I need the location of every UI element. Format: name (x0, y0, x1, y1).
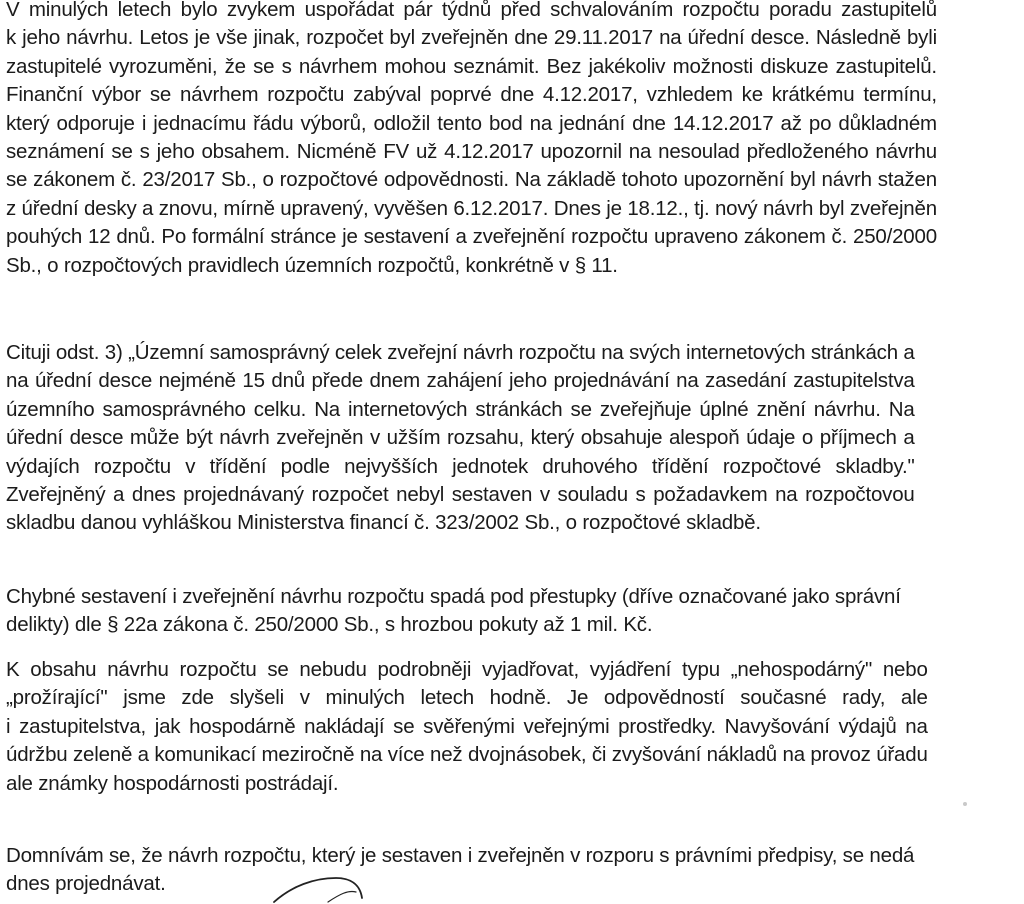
text-line: na úřední desce nejméně 15 dnů přede dnem zahájení jeho projednávání na zasedání zastupitelstva (6, 369, 915, 393)
paragraph-conclusion (6, 842, 914, 899)
text-line: ale známky hospodárnosti postrádají. (6, 771, 339, 795)
text-line: delikty) dle § 22a zákona č. 250/2000 Sb., s hrozbou pokuty až 1 mil. Kč. (6, 613, 653, 637)
text-line: K obsahu návrhu rozpočtu se nebudu podrobněji vyjadřovat, vyjádření typu „nehospodárný" nebo (6, 658, 928, 681)
signature-stroke (270, 872, 390, 904)
text-line: Chybné sestavení i zveřejnění návrhu rozpočtu spadá pod přestupky (dříve označované jako správní (6, 585, 901, 608)
text-line: k jeho návrhu. Letos je vše jinak, rozpočet byl zveřejněn dne 29.11.2017 na úřední desce. Následně byli (6, 26, 937, 50)
text-line: pouhých 12 dnů. Po formální stránce je sestavení a zveřejnění rozpočtu upraveno zákonem č. 250/2000 (6, 225, 937, 249)
text-line: se zákonem č. 23/2017 Sb., o rozpočtové odpovědnosti. Na základě tohoto upozornění byl návrh stažen (6, 168, 937, 192)
text-line: Cituji odst. 3) „Územní samosprávný celek zveřejní návrh rozpočtu na svých internetových stránkách a (6, 341, 915, 364)
text-line: Finanční výbor se návrhem rozpočtu zabýval poprvé dne 4.12.2017, vzhledem ke krátkému termínu, (6, 83, 937, 107)
paragraph-budget-content (6, 656, 928, 798)
text-line: Sb., o rozpočtových pravidlech územních rozpočtů, konkrétně v § 11. (6, 253, 618, 277)
text-line: Zveřejněný a dnes projednávaný rozpočet nebyl sestaven v souladu s požadavkem na rozpočtovou (6, 482, 915, 506)
text-line: výdajích rozpočtu v třídění podle nejvyšších jednotek druhového třídění rozpočtové skladby." (6, 454, 915, 478)
text-line: zastupitelé vyrozuměni, že se s návrhem mohou seznámit. Bez jakékoliv možnosti diskuze zastupitelů. (6, 54, 937, 78)
paragraph-law-citation (6, 339, 915, 538)
text-line: z úřední desky a znovu, mírně upravený, vyvěšen 6.12.2017. Dnes je 18.12., tj. nový návrh byl zveřejněn (6, 196, 937, 220)
text-line: skladbu danou vyhláškou Ministerstva financí č. 323/2002 Sb., o rozpočtové skladbě. (6, 511, 761, 535)
text-line: „prožírající" jsme zde slyšeli v minulých letech hodně. Je odpovědností současné rady, ale (6, 686, 928, 710)
text-line: úřední desce může být návrh zveřejněn v užším rozsahu, který obsahuje alespoň údaje o příjmech a (6, 426, 915, 450)
scan-speck (963, 802, 967, 806)
paragraph-budget-history (6, 0, 937, 280)
text-line: Domnívám se, že návrh rozpočtu, který je sestaven i zveřejněn v rozporu s právními předpisy, se nedá (6, 844, 915, 867)
text-line: seznámení se s jeho obsahem. Nicméně FV už 4.12.2017 upozornil na nesoulad předloženého návrhu (6, 139, 937, 163)
text-line: dnes projednávat. (6, 872, 166, 896)
text-line: územního samosprávného celku. Na internetových stránkách se zveřejňuje úplné znění návrhu. Na (6, 397, 915, 421)
text-line: i zastupitelstva, jak hospodárně nakládají se svěřenými veřejnými prostředky. Navyšování výdajů na (6, 714, 928, 738)
text-line: V minulých letech bylo zvykem uspořádat pár týdnů před schvalováním rozpočtu poradu zastupitelů (6, 0, 937, 21)
paragraph-penalty (6, 583, 901, 640)
text-line: který odporuje i jednacímu řádu výborů, odložil tento bod na jednání dne 14.12.2017 až po důkladném (6, 111, 937, 135)
text-line: údržbu zeleně a komunikací meziročně na více než dvojnásobek, či zvyšování nákladů na provoz úřadu (6, 743, 928, 767)
